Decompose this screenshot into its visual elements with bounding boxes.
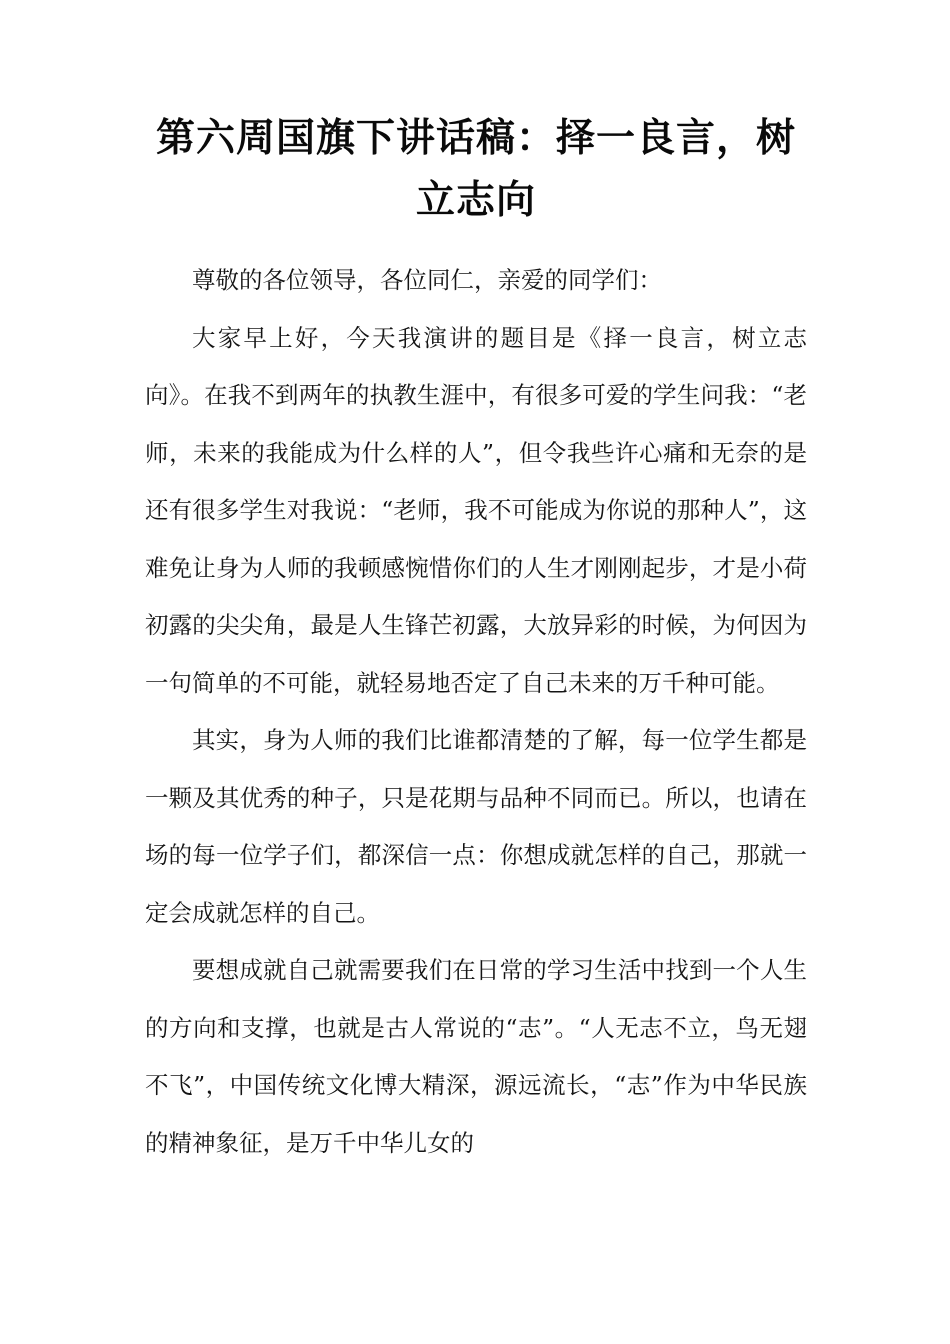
paragraph-intro: 大家早上好，今天我演讲的题目是《择一良言，树立志向》。在我不到两年的执教生涯中，有很多可爱的学生问我：“老师，未来的我能成为什么样的人”，但令我些许心痛和无奈的是还有很多学生对我说：“老师，我不可能成为你说的那种人”，这难免让身为人师的我顿感惋惜你们的人生才刚刚起步，才是小荷初露的尖尖角，最是人生锋芒初露，大放异彩的时候，为何因为一句简单的不可能，就轻易地否定了自己未来的万千种可能。 [145, 323, 807, 697]
paragraph-greeting: 尊敬的各位领导，各位同仁，亲爱的同学们： [192, 266, 662, 294]
paragraph-belief: 其实，身为人师的我们比谁都清楚的了解，每一位学生都是一颗及其优秀的种子，只是花期与品种不同而已。所以，也请在场的每一位学子们，都深信一点：你想成就怎样的自己，那就一定会成就怎样的自己。 [145, 726, 807, 927]
document-page [145, 108, 807, 1172]
document-title: 第六周国旗下讲话稿：择一良言，树立志向 [155, 116, 796, 223]
paragraph-ambition: 要想成就自己就需要我们在日常的学习生活中找到一个人生的方向和支撑，也就是古人常说的“志”。“人无志不立，鸟无翅不飞”，中国传统文化博大精深，源远流长，“志”作为中华民族的精神象征，是万千中华儿女的 [145, 956, 807, 1157]
document-body [145, 252, 807, 1172]
